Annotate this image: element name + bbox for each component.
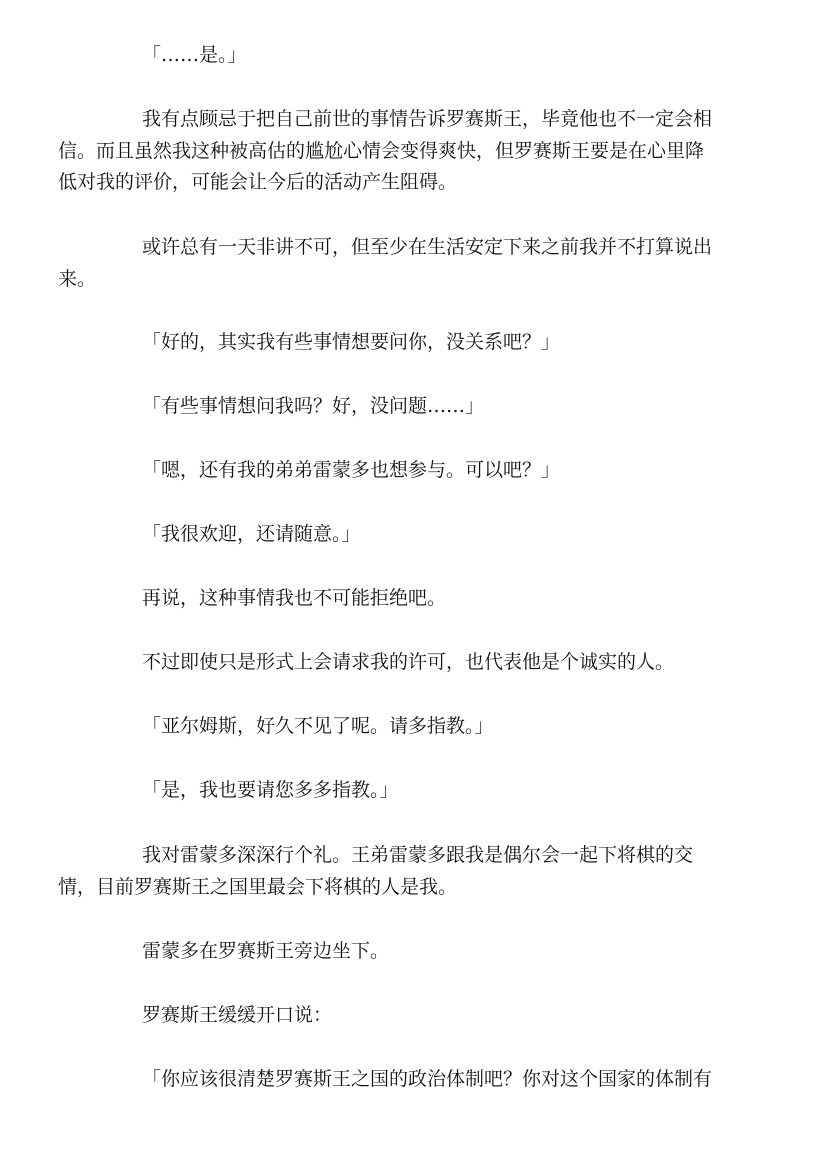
text-line: 信。而且虽然我这种被高估的尴尬心情会变得爽快，但罗赛斯王要是在心里降 [58, 139, 705, 162]
paragraph-10 [58, 711, 770, 743]
paragraph-9 [58, 647, 770, 679]
text-line: 来。 [58, 267, 97, 290]
paragraph-13 [58, 936, 770, 968]
paragraph-2 [58, 104, 770, 199]
text-line: 情，目前罗赛斯王之国里最会下将棋的人是我。 [58, 875, 458, 898]
text-line: 雷蒙多在罗赛斯王旁边坐下。 [142, 940, 390, 962]
text-line: 「亚尔姆斯，好久不见了呢。请多指教。」 [142, 715, 494, 737]
paragraph-15 [58, 1064, 770, 1096]
text-line: 不过即使只是形式上会请求我的许可，也代表他是个诚实的人。 [142, 651, 675, 673]
paragraph-5 [58, 391, 770, 423]
text-line: 「……是。」 [142, 44, 247, 66]
paragraph-14 [58, 1000, 770, 1032]
text-line: 「有些事情想问我吗？好，没问题……」 [142, 395, 485, 417]
text-line: 「我很欢迎，还请随意。」 [142, 523, 361, 545]
text-line: 「嗯，还有我的弟弟雷蒙多也想参与。可以吧？」 [142, 459, 561, 481]
paragraph-12 [58, 840, 770, 903]
text-line: 我对雷蒙多深深行个礼。王弟雷蒙多跟我是偶尔会一起下将棋的交 [142, 844, 694, 866]
text-line: 罗赛斯王缓缓开口说： [142, 1004, 333, 1026]
paragraph-1 [58, 40, 770, 72]
paragraph-7 [58, 519, 770, 551]
paragraph-6 [58, 455, 770, 487]
text-line: 我有点顾忌于把自己前世的事情告诉罗赛斯王，毕竟他也不一定会相 [142, 108, 713, 130]
text-line: 低对我的评价，可能会让今后的活动产生阻碍。 [58, 171, 458, 193]
text-line: 「好的，其实我有些事情想要问你，没关系吧？」 [142, 331, 561, 353]
paragraph-4 [58, 327, 770, 359]
paragraph-3 [58, 232, 770, 295]
text-line: 「你应该很清楚罗赛斯王之国的政治体制吧？你对这个国家的体制有 [142, 1068, 713, 1090]
paragraph-11 [58, 775, 770, 807]
text-line: 「是，我也要请您多多指教。」 [142, 779, 399, 801]
text-line: 再说，这种事情我也不可能拒绝吧。 [142, 587, 447, 609]
paragraph-8 [58, 583, 770, 615]
text-line: 或许总有一天非讲不可，但至少在生活安定下来之前我并不打算说出 [142, 236, 713, 258]
